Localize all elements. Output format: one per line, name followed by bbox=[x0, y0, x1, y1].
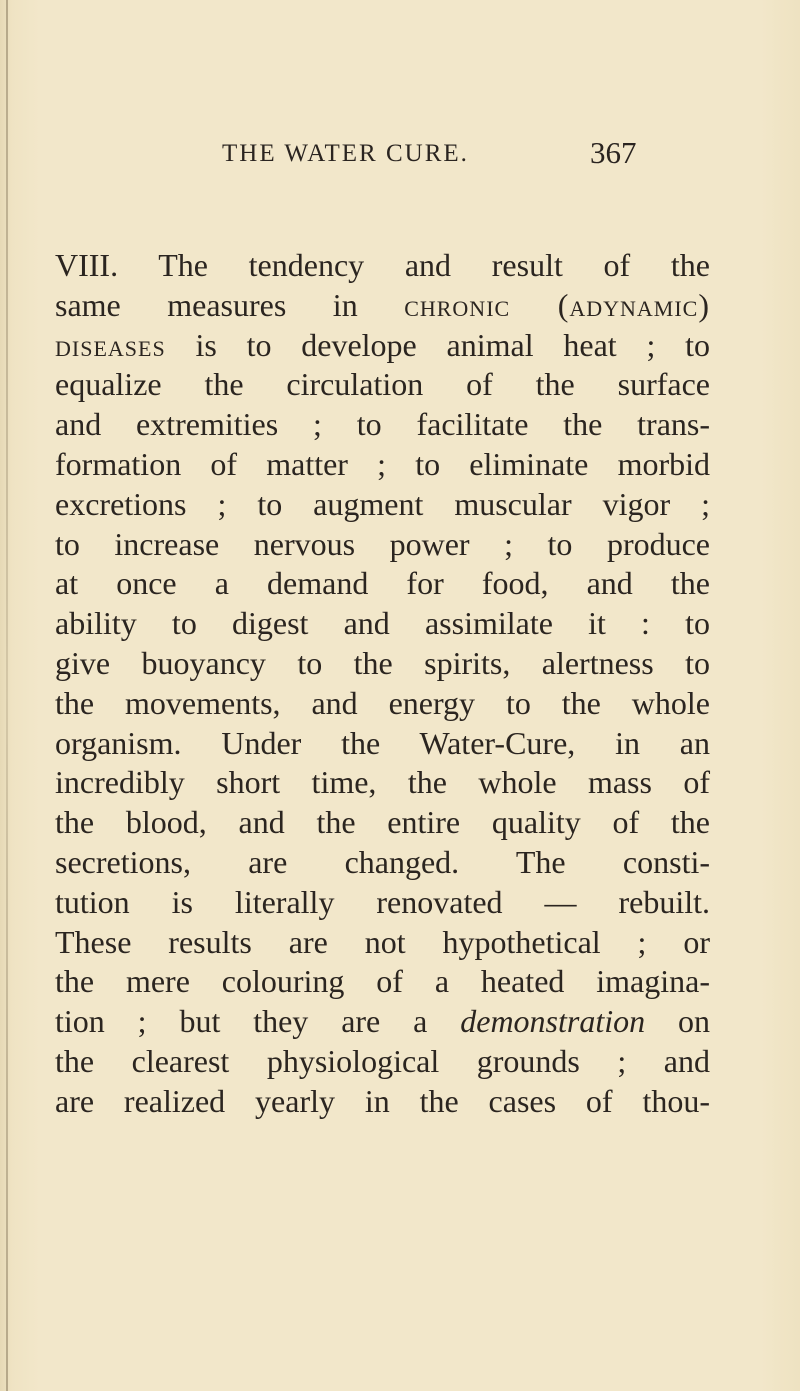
running-head-title: THE WATER CURE. bbox=[222, 140, 469, 167]
text-line: at once a demand for food, and the bbox=[55, 565, 710, 602]
text-line: VIII. The tendency and result of the bbox=[55, 247, 710, 283]
text-line: the clearest physiological grounds ; and bbox=[55, 1042, 710, 1079]
text-run: same measures in bbox=[55, 286, 405, 323]
text-line: excretions ; to augment muscular vigor ; bbox=[55, 485, 710, 522]
text-line: These results are not hypothetical ; or bbox=[55, 923, 710, 960]
page-number: 367 bbox=[590, 135, 637, 170]
text-line: the blood, and the entire quality of the bbox=[55, 804, 710, 841]
text-run: tion ; but they are a bbox=[55, 1003, 461, 1040]
text-line bbox=[55, 286, 710, 326]
text-line: and extremities ; to facilitate the trans- bbox=[55, 406, 710, 443]
text-line: formation of matter ; to eliminate morbid bbox=[55, 445, 710, 482]
text-line: give buoyancy to the spirits, alertness to bbox=[55, 644, 710, 681]
text-line: organism. Under the Water-Cure, in an bbox=[55, 724, 710, 761]
small-caps-run: chronic (adynamic) bbox=[404, 286, 711, 323]
body-paragraph bbox=[55, 246, 710, 1122]
text-line bbox=[55, 1002, 710, 1042]
text-line: equalize the circulation of the surface bbox=[55, 366, 710, 403]
small-caps-run: diseases bbox=[55, 326, 166, 363]
text-line: the mere colouring of a heated imagina- bbox=[55, 963, 710, 1000]
running-head bbox=[0, 135, 800, 180]
text-line: to increase nervous power ; to produce bbox=[55, 525, 710, 562]
text-run: on bbox=[645, 1003, 711, 1040]
text-line: tution is literally renovated — rebuilt. bbox=[55, 883, 710, 920]
binding-gutter bbox=[6, 0, 8, 1391]
text-line: the movements, and energy to the whole bbox=[55, 684, 710, 721]
text-line bbox=[55, 326, 710, 366]
text-line: are realized yearly in the cases of thou- bbox=[55, 1082, 710, 1119]
text-run: is to develope animal heat ; to bbox=[165, 326, 710, 363]
text-line: incredibly short time, the whole mass of bbox=[55, 764, 710, 801]
italic-run: demonstration bbox=[460, 1003, 646, 1040]
text-line: ability to digest and assimilate it : to bbox=[55, 605, 710, 642]
text-line: secretions, are changed. The consti- bbox=[55, 843, 710, 880]
